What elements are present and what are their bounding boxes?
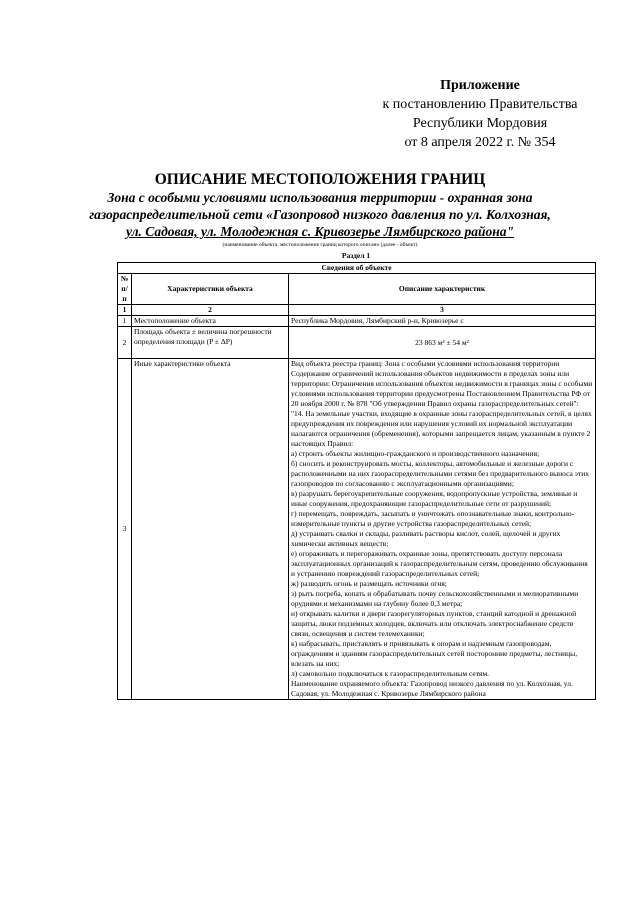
header-characteristic: Характеристики объекта <box>132 274 289 305</box>
text-paragraph: б) сносить и реконструировать мосты, коллекторы, автомобильные и железные дороги с расположенными на них газораспределительными сетями без предварительного выноса этих газопроводов по согласованию с эксплуатационными организациями; <box>291 459 589 488</box>
appendix-title: Приложение <box>440 78 520 93</box>
row-value: Республика Мордовия, Лямбирский р-н, Кривозерье с <box>289 316 596 327</box>
text-paragraph: Наименование охраняемого объекта: Газопровод низкого давления по ул. Колхозная, ул. Садовая, ул. Молодежная с. Кривозерье Лямбирского района <box>291 679 573 698</box>
row-name: Иные характеристики объекта <box>132 359 289 700</box>
header-num: № п/п <box>118 274 132 305</box>
row-num: 2 <box>118 327 132 359</box>
text-paragraph: и) открывать калитки и двери газорегуляторных пунктов, станций катодной и дренажной защиты, люки подземных колодцев, включать или отключать электроснабжение средств связи, освещения и систем телемеханики; <box>291 609 577 638</box>
table-row <box>118 359 596 700</box>
row-num: 1 <box>118 316 132 327</box>
col-num-3: 3 <box>289 305 596 316</box>
table-header-row <box>118 274 596 305</box>
text-paragraph: Содержание ограничений использования объектов недвижимости в пределах зоны или территории: Ограничения использования объектов недвижимости в границах зоны с особыми условиями использования территории предусмотрены Постановлением Правительства РФ от 20 ноября 2000 г. № 878 "Об утверждении Правил охраны газораспределительных сетей": <box>291 369 593 408</box>
text-paragraph: г) перемещать, повреждать, засыпать и уничтожать опознавательные знаки, контрольно-измерительные пункты и другие устройства газораспределительных сетей; <box>291 509 575 528</box>
text-paragraph: в) разрушать берегоукрепительные сооружения, водопропускные устройства, земляные и иные сооружения, предохраняющие газораспределительные сети от разрушений; <box>291 489 578 508</box>
object-info-table <box>117 262 596 700</box>
document-title: ОПИСАНИЕ МЕСТОПОЛОЖЕНИЯ ГРАНИЦ <box>154 171 486 188</box>
text-paragraph: е) огораживать и перегораживать охранные зоны, препятствовать доступу персонала эксплуатационных организаций к газораспределительным сетям, проведению обслуживания и устранению повреждений газораспределительных сетей; <box>291 549 588 578</box>
section-title: Раздел 1 <box>341 251 371 260</box>
row-name: Площадь объекта ± величина погрешности определения площади (P ± ΔP) <box>132 327 289 359</box>
text-paragraph: з) рыть погреба, копать и обрабатывать почву сельскохозяйственными и мелиоративными орудиями и механизмами на глубину более 0,3 метра; <box>291 589 579 608</box>
row-value: 23 863 м² ± 54 м² <box>289 327 596 359</box>
table-row <box>118 316 596 327</box>
text-paragraph: к) набрасывать, приставлять и привязывать к опорам и надземным газопроводам, ограждениям и зданиям газораспределительных сетей посторонние предметы, лестницы, влезать на них; <box>291 639 578 668</box>
appendix-line-1: к постановлению Правительства <box>382 97 578 112</box>
text-paragraph: Вид объекта реестра границ: Зона с особыми условиями использования территории <box>291 359 560 368</box>
heading-note: (наименование объекта, местоположение границ которого описано (далее - объект) <box>222 242 418 248</box>
header-description: Описание характеристик <box>289 274 596 305</box>
text-paragraph: д) устраивать свалки и склады, разливать растворы кислот, солей, щелочей и других химически активных веществ; <box>291 529 561 548</box>
row-name: Местоположение объекта <box>132 316 289 327</box>
text-paragraph: а) строить объекты жилищно-гражданского и производственного назначения; <box>291 449 540 458</box>
col-num-2: 2 <box>132 305 289 316</box>
appendix-block <box>360 76 600 152</box>
row-value-other-characteristics <box>289 359 596 700</box>
table-row <box>118 327 596 359</box>
subtitle-line-3: ул. Садовая, ул. Молодежная с. Кривозерье Лямбирского района" <box>125 224 515 239</box>
col-num-1: 1 <box>118 305 132 316</box>
subtitle-line-1: Зона с особыми условиями использования территории - охранная зона <box>107 190 533 205</box>
row-num: 3 <box>118 359 132 700</box>
table-caption-row <box>118 263 596 274</box>
appendix-line-2: Республики Мордовия <box>412 116 548 131</box>
table-caption: Сведения об объекте <box>118 263 596 274</box>
column-number-row <box>118 305 596 316</box>
subtitle-line-2: газораспределительной сети «Газопровод низкого давления по ул. Колхозная, <box>89 207 551 222</box>
document-heading <box>40 170 600 249</box>
appendix-line-3: от 8 апреля 2022 г. № 354 <box>404 135 556 150</box>
text-paragraph: "14. На земельные участки, входящие в охранные зоны газораспределительных сетей, в целях предупреждения их повреждения или нарушения условий их нормальной эксплуатации налагаются ограничения (обременения), которыми запрещается лицам, указанным в пункте 2 настоящих Правил: <box>291 409 592 448</box>
text-paragraph: л) самовольно подключаться к газораспределительным сетям. <box>291 669 489 678</box>
text-paragraph: ж) разводить огонь и размещать источники огня; <box>291 579 447 588</box>
